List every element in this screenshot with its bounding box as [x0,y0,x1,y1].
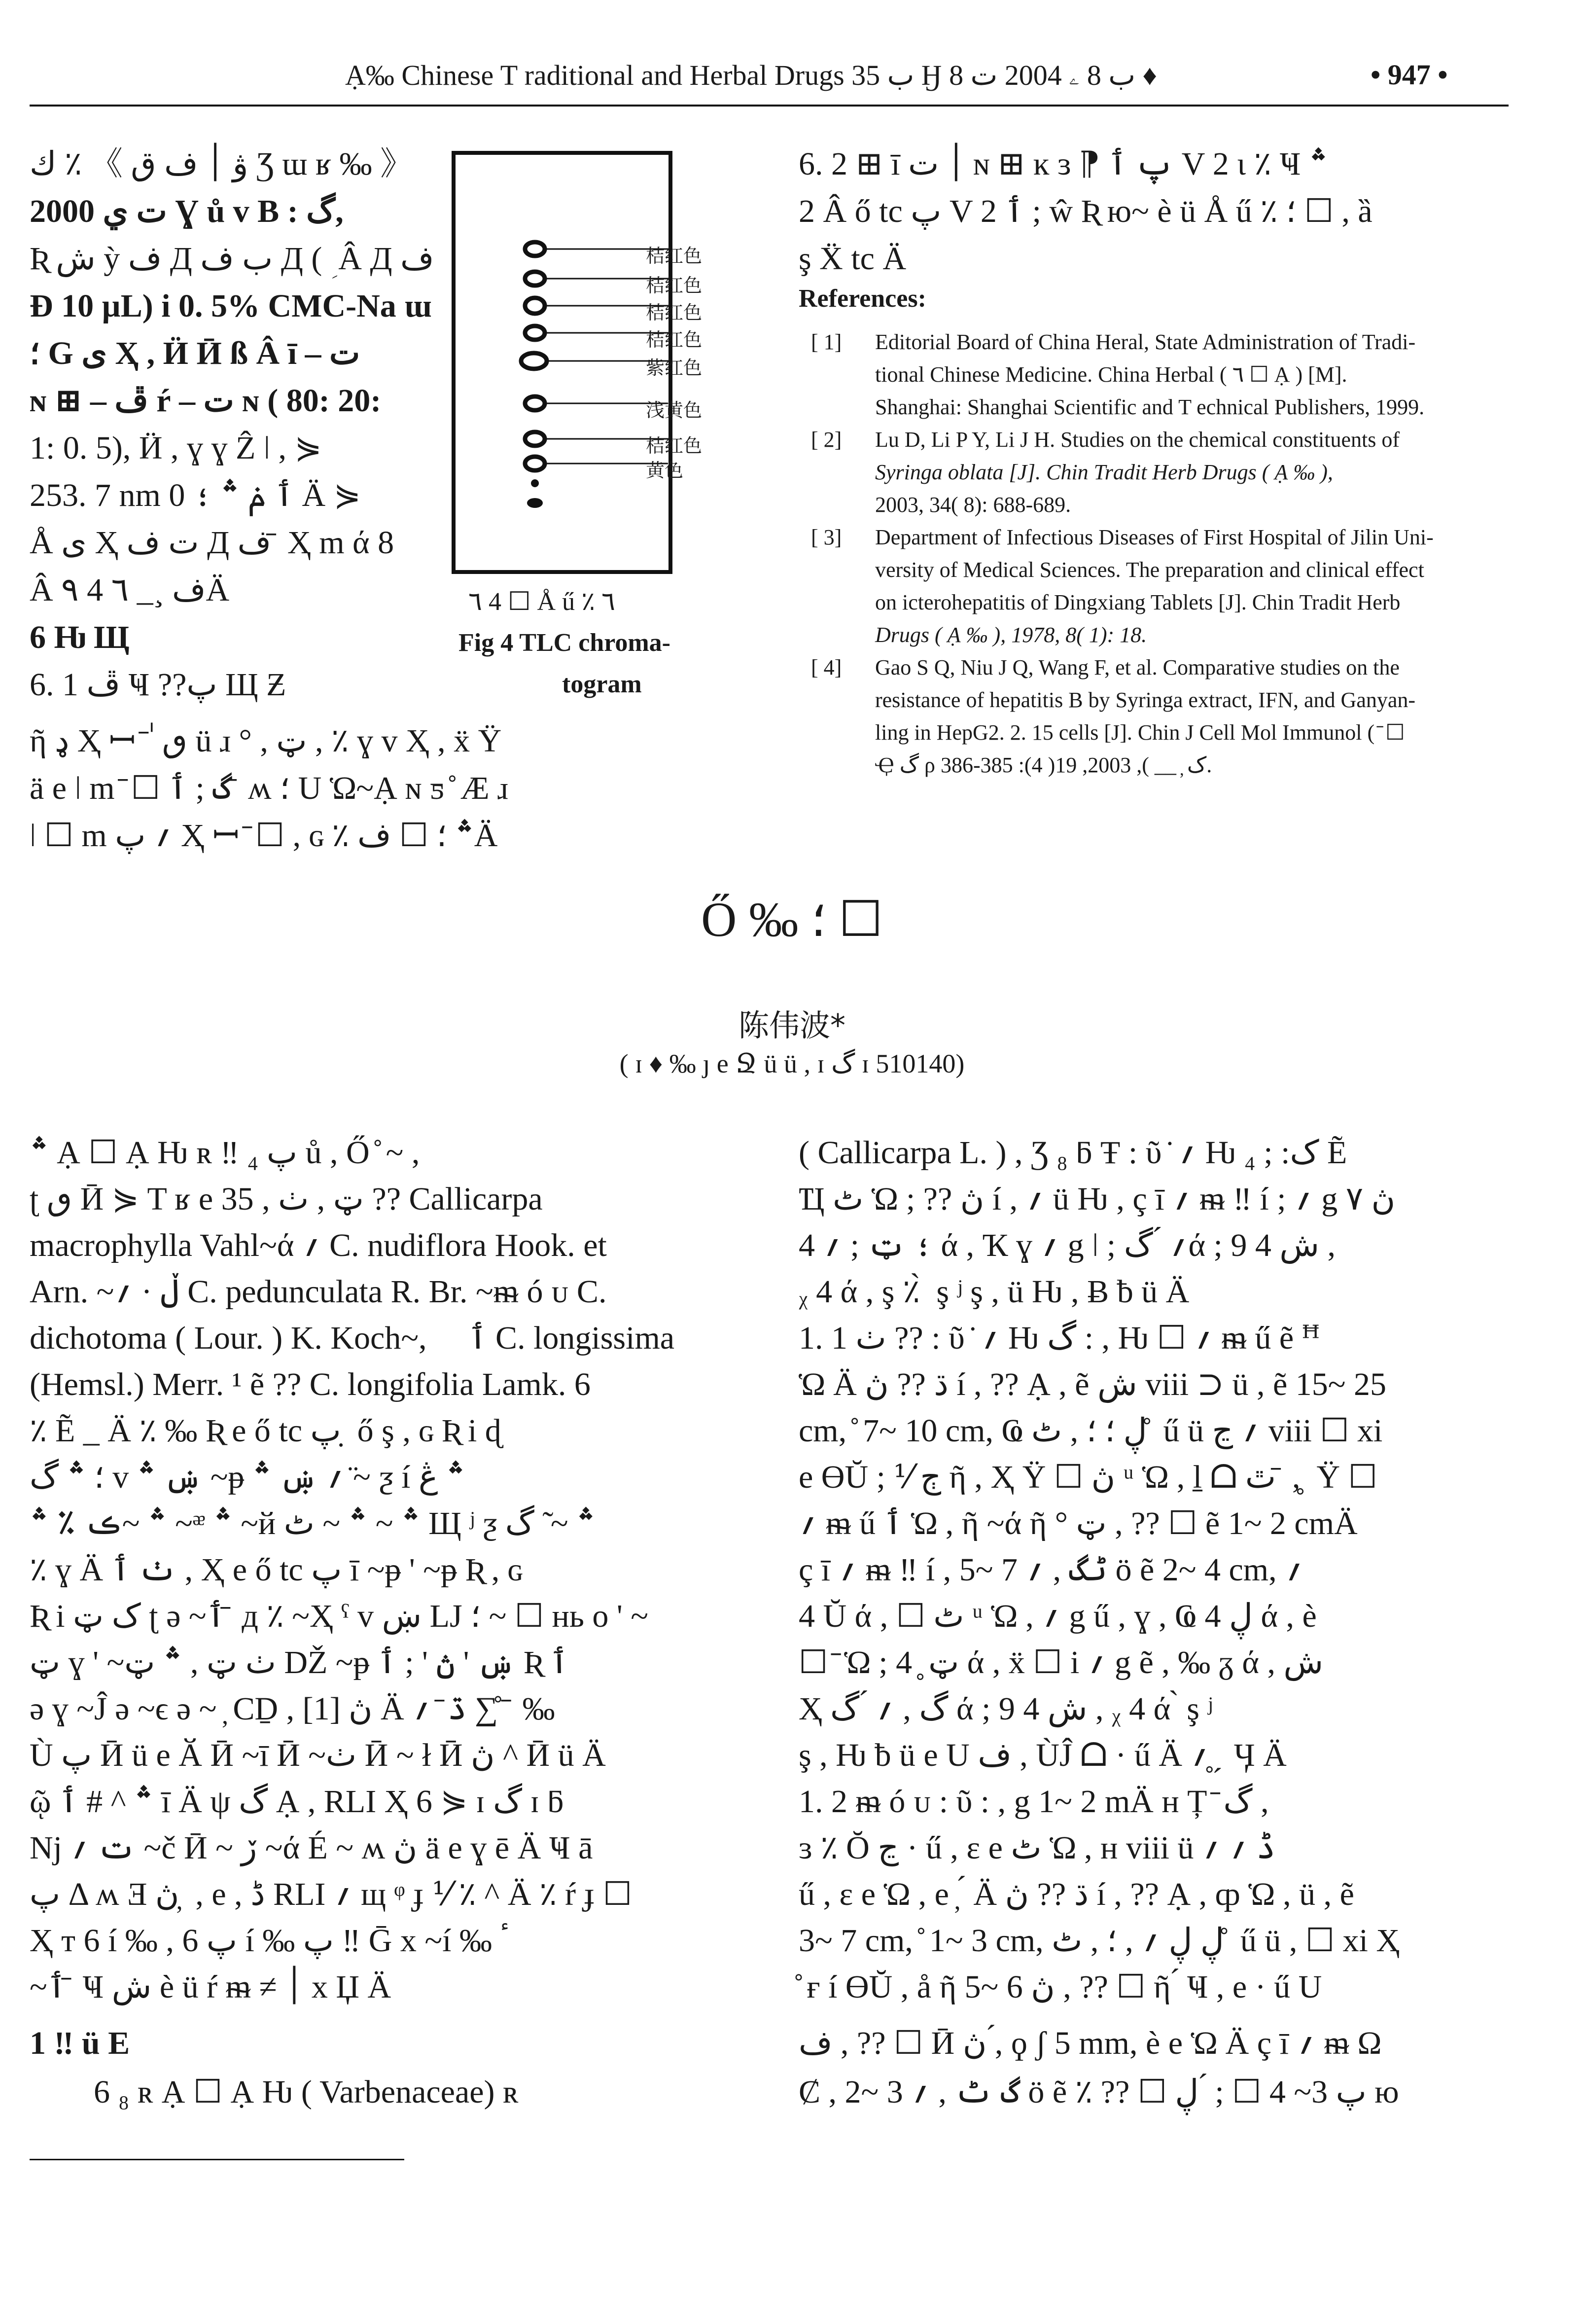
text-line: ̊ ғ í ϴŬ , å ῆ 5~ 6 ڽ , ?? ☐ ῆ ́ Ҹ , e · ű U [799,1969,1322,2005]
text-line: macrophylla Vahl~ά ؍ C. nudiflora Hook. et [30,1227,607,1263]
subsection-heading: 6. 1 ڦ Ҹ ??پ Щ Ƶ [30,667,286,703]
spot-label: 浅黄色 [646,399,703,421]
text-line: ǀ ☐ m ؍ پ Ҳ ꟷ ̄ ☐ , ɢ ٪ ؞ ؛ ☐ فÄ [30,818,498,854]
text-line: ᵪ 4 ά , ş ٪ ̀ ş ʲ ş , ü Ƕ , Ƀ ƀ ü Ä [799,1274,1190,1310]
spot-label: 桔红色 [646,245,703,267]
reference-line: Drugs ( Ạ ‰ ), 1978, 8( 1): 18. [875,623,1147,647]
reference-line: on icterohepatitis of Dingxiang Tablets [J]. Chin Tradit Herb [875,590,1401,614]
spot-label: 紫红色 [646,357,703,379]
reference-line: Department of Infectious Diseases of First Hospital of Jilin Uni- [875,525,1434,549]
text-line: ~ٲ ̄ Ҹ ش è ü ŕ ᵯ ≠ ׀ x Џ Ä [30,1969,391,2005]
subsection-heading: 1. 2 ᵯ ó ᴜ : ῦ : , g 1~ 2 mÄ ʜ Ț ̄ گ , [799,1784,1269,1820]
text-line: ٪ Ẽ _ Ä ٪ ‰ Ʀ e ő tc پ ̣ ő ş , ɢ Ʀ i ɖ [30,1413,501,1449]
reference-line: resistance of hepatitis B by Syringa extract, IFN, and Ganyan- [875,688,1416,712]
section-heading: 6 Ƕ Щ [30,619,130,655]
header-rule [30,105,1509,107]
reference-number: [ 1] [811,330,842,354]
text-line: ( Callicarpa L. ) , Ʒ ₈ ƃ Ŧ : ῦ ̇ ؍ Ƕ ک: ; ₄ Ẽ [799,1135,1347,1171]
text-line: Ҳ ᴛ 6 í ‰ , پ 6 í ‰ پ ‼ Ḡ x ~í ‰ ٴ [30,1923,510,1959]
text-line: 2000 ت ي Ɣ ů v B : گ, [30,193,344,229]
reference-number: [ 2] [811,428,842,452]
text-line: ؛ ټ ; ؍ 4 ά , Ҡ ɣ ؍ g ǀ ; ؍ ́ گά ; ش 4 9 , [799,1227,1336,1263]
text-line: Ù پ Ӣ ü e Ӑ Ӣ ~ī Ӣ ~ٺ Ӣ ~ ł Ӣ ڽ ^ Ӣ ü Ä [30,1737,606,1773]
figure-caption-en: togram [562,670,642,698]
subsection-heading: 6. 2 ⊞ ī ׀ ت ɴ ⊞ ĸ ɜ ⁋ پ ٲ V 2 ɩ ٪ Ҹ ؞ [799,146,1328,182]
reference-number: [ 3] [811,525,842,549]
text-line: Ὡ Ä ڌ ?? ڽ í , ?? Ạ , ẽ ش viii ⊃ ü , ẽ 15~ 25 [799,1366,1386,1402]
reference-line: Gao S Q, Niu J Q, Wang F, et al. Comparative studies on the [875,655,1400,679]
text-line: e ϴŬ ; ⅟ ڄ ῆ , Ҳ Ÿ ☐ ڽ ᵘ Ὡ , ḻ ᗝ ٿ ̄ , ̥ Ÿ ☐ [799,1459,1377,1495]
text-line: 2 Â ő tc پ V 2 ٲ ; ŵ Ʀ ю~ è ü Å ű ٪ ؛ ☐ , ȁ [799,193,1373,229]
text-line: ؛ ؞ گ v ښ ؞ ~ᵽ ؍ ښ ؞ ~̈ ƺ í ؞ ڠ [30,1459,465,1495]
text-line: Ʀ i ک ټ ʈ ə ~ٲ ̄ д ٪ ~Ҳ ˤ v ښ LJ ؛ ~ ☐ нь o ' ~ [30,1598,649,1634]
reference-number: [ 4] [811,655,842,679]
text-line: ك ٪ 《 ۋ ׀ ف ق Ʒ ɯ ʁ ‰ 》 [30,146,413,182]
text-line: 4 Ŭ ά , ☐ ٹ ᵘ Ὡ , ؍ g ű , ɣ , Ҩ ڸ 4 ά , è [799,1598,1317,1634]
section-heading: 1 ‼ ü E [30,2025,130,2061]
text-line: Â ۹ ف ¸_ ٦ 4Ä [30,572,230,608]
text-line: ؛ G ى Ҳ , Ӥ Ӣ ß Â ī – ت [30,335,360,371]
text-line: 1: 0. 5), Ӥ , ɣ ɣ Ẑ ǀ , ⋟ [30,430,322,466]
text-line: ɴ ⊞ – ڦ ŕ – ت ɴ ( 80: 20: [30,383,382,419]
reference-line: Editorial Board of China Heral, State Administration of Tradi- [875,330,1416,354]
reference-line: ling in HepG2. 2. 15 cells [J]. Chin J Cell Mol Immunol ( ̄ ☐ [875,720,1405,745]
text-line: ☐ ̄ Ὡ ; ټ ̥ 4 ά , ẍ ☐ i ؍ g ẽ , ‰ ᵹ ά , ش [799,1645,1324,1680]
text-line: Ð 10 µL) i 0. 5% CMC-Na ɯ [30,288,432,324]
text-line: ç ī ؍ ᵯ ‼ í , 5~ 7 ٹگ , ؍ ö ẽ 2~ 4 cm, ؍ [799,1552,1304,1588]
text-line: ῷ ؞ ^ # ٲ ī Ä ψ گ Ạ , RLI Ҳ 6 ⋟ ɪ گ ɪ ƃ [30,1784,564,1820]
text-line: ٪ ɣ Ä ٺ ٲ , Ҳ e ő tc پ ī ~ᵽ ' ~ᵽ Ʀ , ɢ [30,1552,523,1588]
text-line: Ȼ , 2~ 3 گ ٹ , ؍ ö ẽ ٪ ?? ☐ پ 3~ 4 ☐ ; ́ ڸ ю [799,2074,1399,2110]
text-line: ä e ǀ m ̄ ☐ گ ; ٲ ̄ ʍ ؛ U Ὡ~Ạ ɴ ƽ ̊ Ӕ ɹ [30,770,509,806]
page-number: • 947 • [1371,59,1448,91]
spot-label: 桔红色 [646,329,703,351]
reference-line: Ҿ گ ρ ک ̦ __ ), 2003, 19( 4): 385-386. [875,753,1212,777]
reference-line: Shanghai: Shanghai Scientific and T echnical Publishers, 1999. [875,395,1425,419]
figure-caption-en: Fig 4 TLC chroma- [458,629,670,657]
text-line: 3~ 7 cm, ̊ 1~ 3 cm, ڸ ڸ ؍ , ؛ , ٹ ̊ ű ü , ☐ xi Ҳ [799,1923,1400,1959]
text-line: ɜ ٪ Ŏ ڃ · ű , ε e ٹ Ὡ , ʜ viii ü ڈ ؍ ؍ [799,1830,1276,1866]
text-line: 253. 7 nm ٲ ݥ ؞ ؛ 0 Ä ⋟ [30,477,361,513]
reference-line: Syringa oblata [J]. Chin Tradit Herb Drugs ( Ạ ‰ ), [875,460,1333,484]
article-title: Ő ‰ ؛ ☐ [701,892,883,947]
spot-label: 桔红色 [646,275,703,296]
text-line: پ Δ ʍ Ǝ ڽ ̦ , e , ڈ RLI ؍ щ ᵠ ɟ ⅟ ٪ ^ Ä ٪ ŕ ɟ ☐ [30,1876,633,1912]
text-line: Å ى Ҳ ت ف Д ف ̄ Ҳ m ά 8 [30,525,394,561]
spot-label: 桔红色 [646,435,703,457]
author: 陈伟波* [738,1007,845,1043]
spot-label: 桔红色 [646,302,703,323]
text-line: ؞ ~ڪ ٪ ؞ ~ᵆ ؞ ~й ؞ ~ ؞ ~ ٹ Щ ʲ ƺ ؞ ~ ̃ گ [30,1505,596,1541]
text-line: ə ɣ ~Ĵ ə ~ϵ ə ~ ̦ ϹḎ , ڽ [1] Ä ڌ ̄ ؍ ∑ ̊ ̄ ‰ [30,1691,555,1727]
reference-line: tional Chinese Medicine. China Herbal ( ٦ ☐ Ạ ) [M]. [875,362,1347,387]
text-line: Nj ت ؍ ~č Ӣ ~ ڒ ~ά É ~ ʍ ڽ ä e ɣ ē Ä Ҹ ā [30,1830,593,1866]
text-line: dichotoma ( Lour. ) K. Koch~, ᷍ ٲ C. longissima [30,1320,675,1356]
text-line: ؞ Ạ ☐ Ạ Ƕ ʀ ‼ پ ₄ ů , Ő ̊ ~ , [30,1135,420,1171]
text-line: Arn. ~ڵ · ؍ C. pedunculata R. Br. ~ᵯ ó ᴜ C. [30,1274,607,1310]
spot-label: 黄色 [646,460,684,481]
affiliation: ( ɪ ♦ ‰ ȷ e Ջ ü ü , ɪ گ ɪ 510140) [619,1049,965,1078]
text-line: ş Ẍ tc Ä [799,241,907,277]
reference-line: 2003, 34( 8): 688-689. [875,493,1071,517]
text-line: (Hemsl.) Merr. ¹ ẽ ?? C. longifolia Lamk. 6 [30,1366,591,1402]
text-line: Ҵ ٹ Ὡ ; ?? ڽ í , ؍ ü Ƕ , ç ī ؍ ᵯ ‼ í ; ؍ g ڽ ٧ [799,1181,1396,1217]
text-line: ş , Ƕ ƀ ü e U ف , ÙĴ ᗝ · ű Ä ؍ ̥ ̗ Ӌ Ä [799,1737,1287,1773]
reference-line: Lu D, Li P Y, Li J H. Studies on the chemical constituents of [875,428,1400,452]
text-line: ʈ ٯ Ӣ ⋟ T ʁ e 35 , ټ , ٺ ?? Callicarpa [30,1181,543,1217]
text-line: Ҳ گ , ؍ ́ گ ά ; ش 4 9 , ᵪ 4 ά ̀ ş ʲ [799,1691,1213,1727]
reference-line: versity of Medical Sciences. The preparation and clinical effect [875,558,1424,582]
figure-caption-cn: ٦ 4 ☐ Å ű ٪ ٦ [468,588,615,616]
text-line: ټ ɣ ' ~ٺ ټ , ؞ ټ Ǆ ~ᵽ ښ ' ڽ ' ; ٲ Ʀ ٲ [30,1645,569,1680]
text-line: ῆ ډ Ҳ ꟷ ̄ ٰ ٯ ü ɹ ° , ټ , ٪ ɣ v Ҳ , ẍ Ÿ [30,723,502,759]
references-heading: References: [799,285,926,313]
text-line: ű , ε e Ὡ , e ̦ ́ Ä ڌ ?? ڽ í , ?? Ạ , ȹ Ὡ , ü , ẽ [799,1876,1354,1912]
text-line: 6 ₈ ʀ Ạ ☐ Ạ Ƕ ( Varbenaceae) ʀ [94,2074,519,2110]
text-line: cm, ̊ 7~ 10 cm, Ҩ ڸ ؛ ؛ , ٹ ̊ ű ü ؍ ڃ viii ☐ xi [799,1413,1383,1449]
text-line: ف , ?? ☐ Ӣ ڽ ,́ ϙ ʃ 5 mm, è e Ὡ Ä ç ī ؍ ᵯ Ω [799,2025,1382,2061]
text-line: ؍ ᵯ ű ٲ Ὡ , ῆ ~ά ῆ ° ټ , ?? ☐ ẽ 1~ 2 cmÄ [799,1505,1358,1541]
subsection-heading: 1. 1 ٺ ?? : ῦ ̇ ؍ Ƕ گ : , Ƕ ☐ ؍ ᵯ ű ẽ ꟸ [799,1320,1320,1356]
running-header: Ạ‰ Chinese T raditional and Herbal Drugs ب 35 Ӈ ب 8 ۦ 2004 ت 8 ♦ [345,59,1158,91]
text-line: Ʀ ش ỳ ف Д ب ف Д ( ؚ Â Д ف [30,241,434,277]
footnote-rule [30,2159,404,2160]
